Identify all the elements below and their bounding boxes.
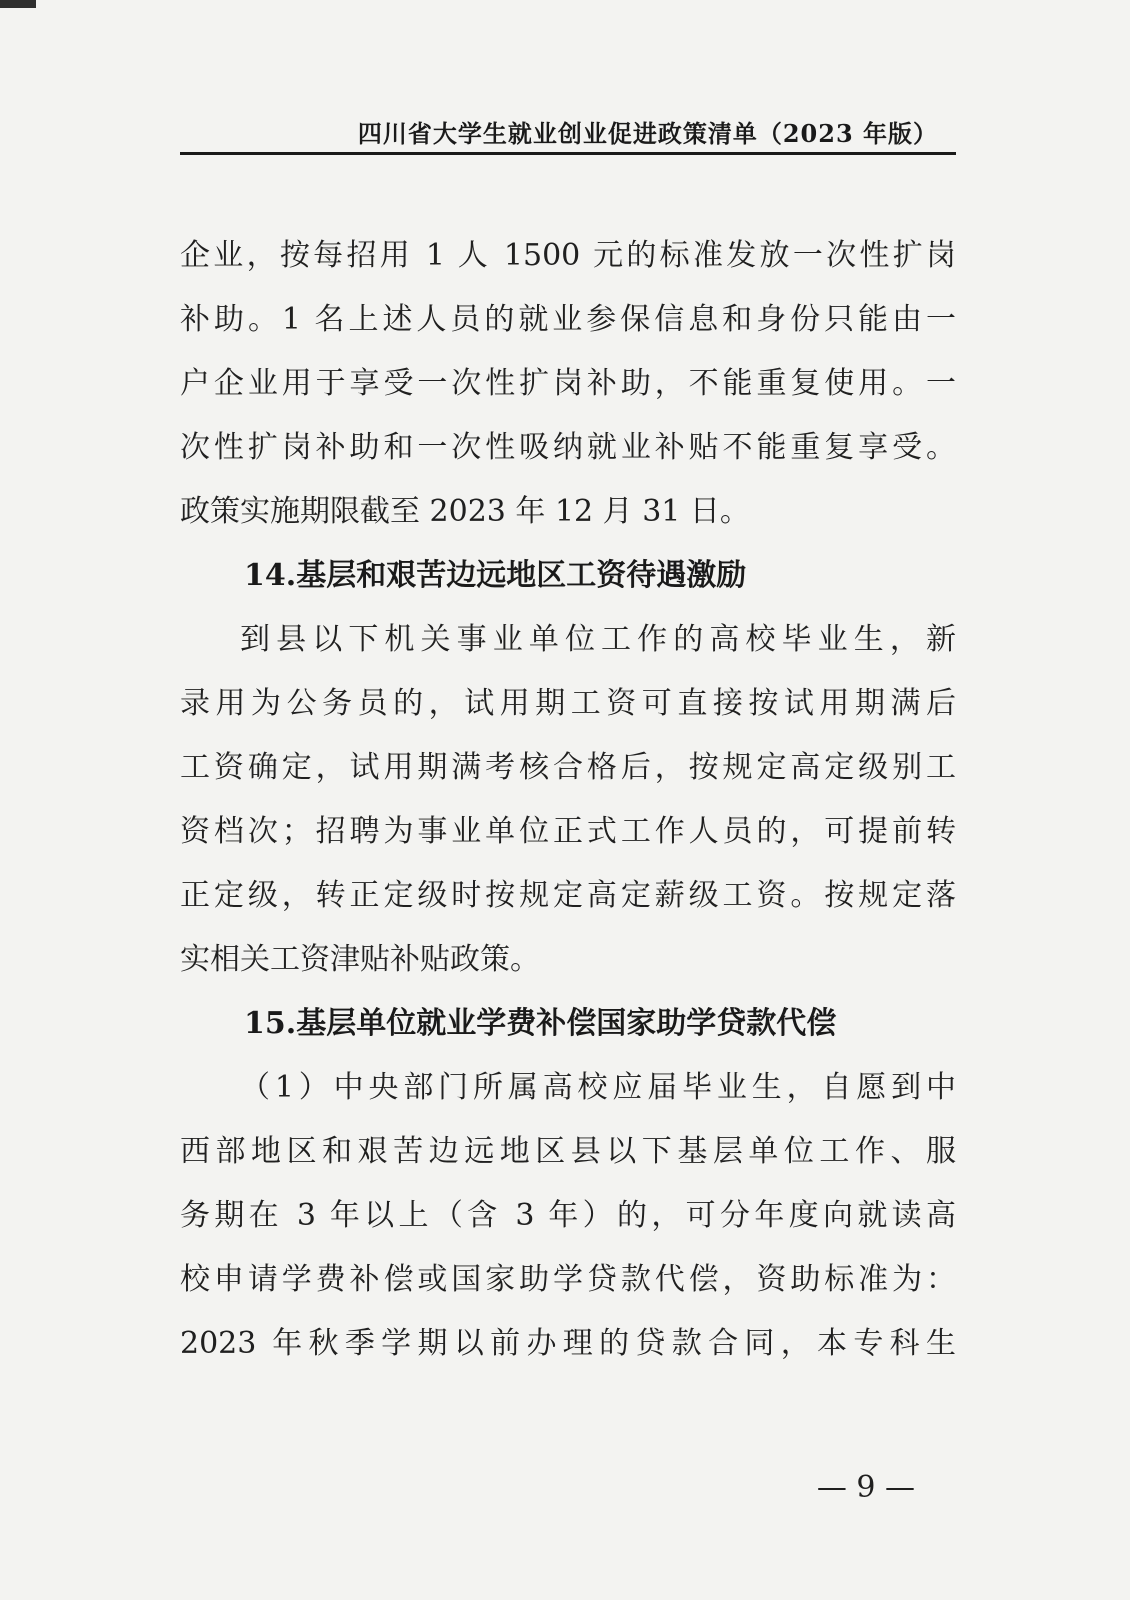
paragraph-line: 实相关工资津贴补贴政策。 [180, 942, 540, 977]
paragraph-line: 西部地区和艰苦边远地区县以下基层单位工作、服 [180, 1134, 956, 1169]
paragraph-line: 政策实施期限截至 2023 年 12 月 31 日。 [180, 494, 750, 529]
running-header: 四川省大学生就业创业促进政策清单（2023 年版） [357, 119, 938, 148]
section-heading: 14.基层和艰苦边远地区工资待遇激励 [244, 558, 747, 593]
paragraph-line: 校申请学费补偿或国家助学贷款代偿，资助标准为： [180, 1262, 956, 1297]
paragraph-line: 户企业用于享受一次性扩岗补助，不能重复使用。一 [180, 366, 956, 401]
section-heading: 15.基层单位就业学费补偿国家助学贷款代偿 [244, 1006, 837, 1041]
paragraph-line: 次性扩岗补助和一次性吸纳就业补贴不能重复享受。 [180, 430, 956, 465]
paragraph-line: 到县以下机关事业单位工作的高校毕业生，新 [240, 622, 956, 657]
paragraph-line: 正定级，转正定级时按规定高定薪级工资。按规定落 [180, 878, 956, 913]
paragraph-line: 录用为公务员的，试用期工资可直接按试用期满后 [180, 686, 956, 721]
paragraph-line: 补助。1 名上述人员的就业参保信息和身份只能由一 [180, 302, 956, 337]
paragraph-line: 工资确定，试用期满考核合格后，按规定高定级别工 [180, 750, 956, 785]
paragraph-line: 2023 年秋季学期以前办理的贷款合同，本专科生 [180, 1326, 956, 1361]
page-corner-mark [0, 0, 36, 8]
page-number: — 9 — [816, 1470, 915, 1505]
document-body [180, 224, 956, 1376]
header-rule [180, 152, 956, 155]
paragraph-line: 务期在 3 年以上（含 3 年）的，可分年度向就读高 [180, 1198, 956, 1233]
paragraph-line: 企业，按每招用 1 人 1500 元的标准发放一次性扩岗 [180, 238, 956, 273]
paragraph-line: 资档次；招聘为事业单位正式工作人员的，可提前转 [180, 814, 956, 849]
paragraph-line: （1）中央部门所属高校应届毕业生，自愿到中 [240, 1070, 956, 1105]
